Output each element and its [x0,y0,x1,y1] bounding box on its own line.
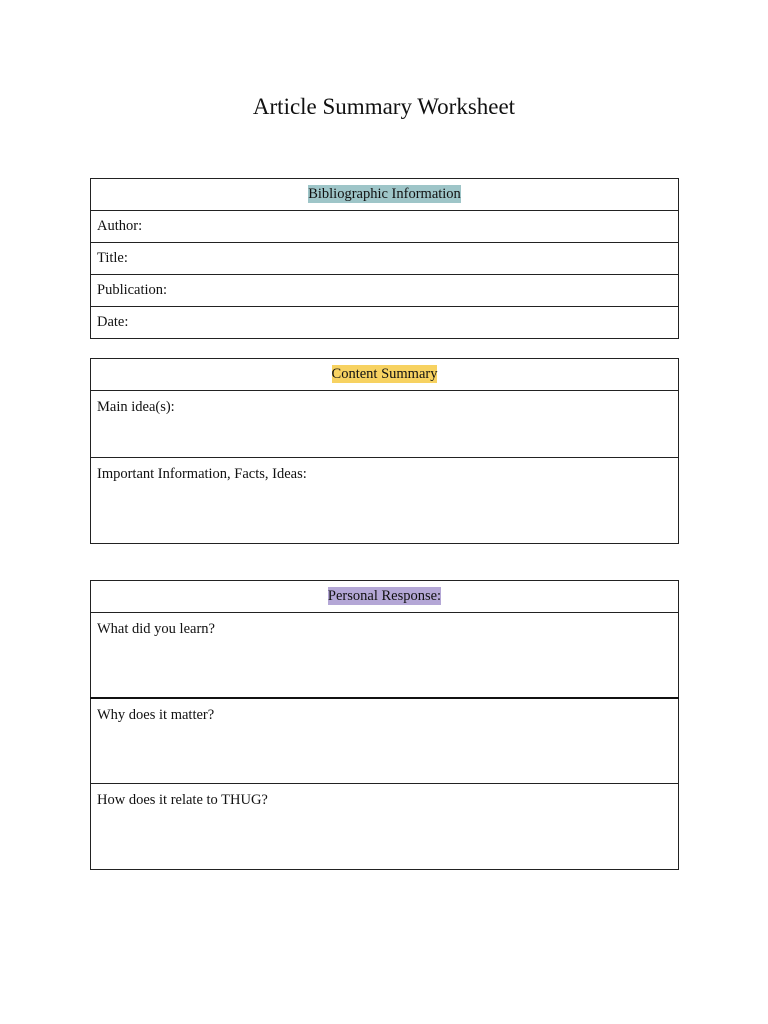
title-label: Title: [97,250,128,266]
relate-label: How does it relate to THUG? [97,792,268,808]
page-title: Article Summary Worksheet [252,94,516,119]
important-info-field[interactable] [91,458,679,544]
content-summary-header-cell [91,359,679,391]
matter-label: Why does it matter? [97,706,215,723]
content-summary-heading: Content Summary [331,366,438,382]
main-ideas-label: Main idea(s): [97,399,175,415]
important-info-label: Important Information, Facts, Ideas: [97,466,307,482]
date-label: Date: [97,314,129,330]
bibliographic-heading: Bibliographic Information [308,186,461,202]
bibliographic-info-table [90,178,679,339]
author-field[interactable] [91,211,679,243]
personal-response-table [90,580,679,870]
publication-field[interactable] [91,275,679,307]
personal-response-heading: Personal Response: [327,588,442,604]
main-ideas-field[interactable] [91,391,679,458]
relate-field[interactable] [91,784,679,870]
date-field[interactable] [91,307,679,339]
author-label: Author: [97,218,143,234]
learn-field[interactable] [91,613,679,698]
title-field[interactable] [91,243,679,275]
bibliographic-header-cell [91,179,679,211]
publication-label: Publication: [97,282,168,298]
personal-response-header-cell [91,581,679,613]
matter-field[interactable] [91,698,679,784]
learn-label: What did you learn? [97,621,215,637]
content-summary-table [90,358,679,544]
